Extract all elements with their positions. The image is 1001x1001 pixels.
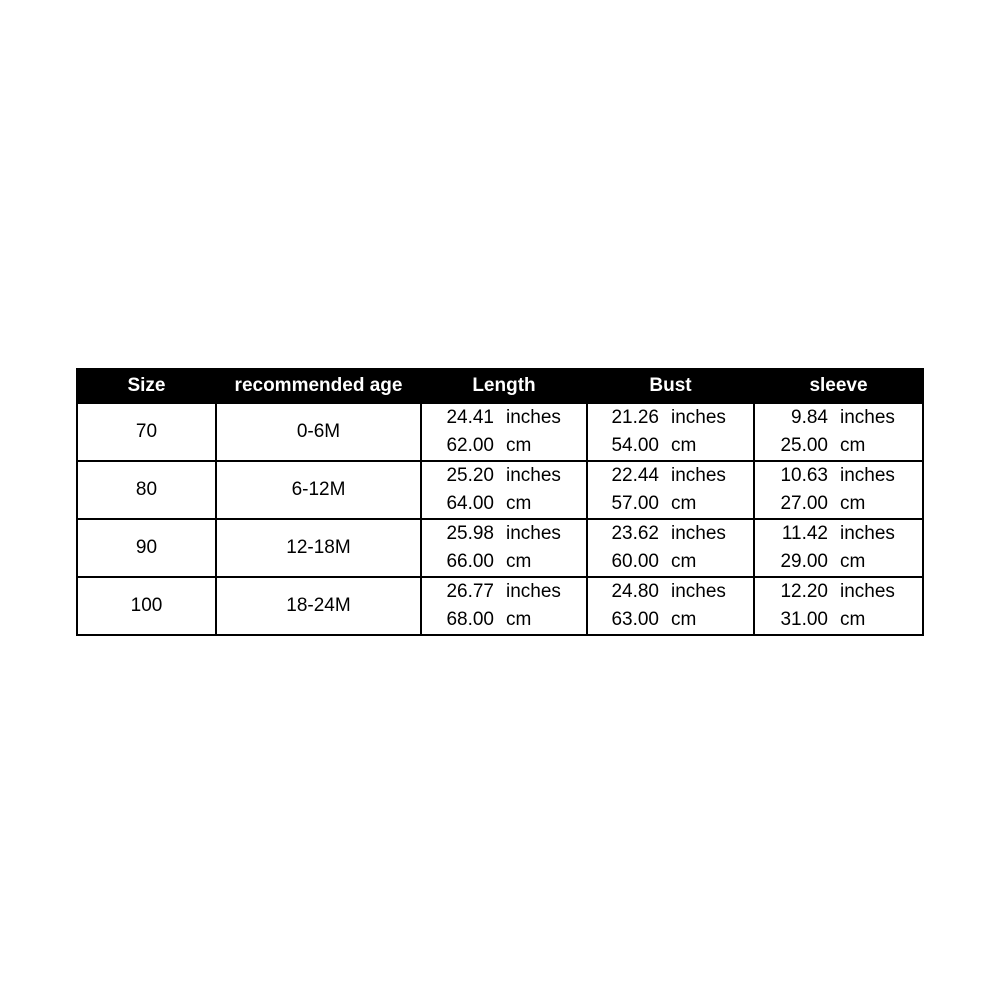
- bust-cm-value: 54.00: [611, 435, 659, 456]
- header-row: [77, 369, 923, 403]
- sleeve-inches-value: 9.84: [791, 407, 828, 428]
- unit-cm: cm: [671, 551, 697, 572]
- bust-cm-value: 60.00: [611, 551, 659, 572]
- unit-cm: cm: [840, 435, 866, 456]
- unit-cm: cm: [840, 493, 866, 514]
- table-row: [77, 403, 923, 461]
- age-cell: 18-24M: [216, 577, 421, 635]
- bust-inches-value: 24.80: [611, 581, 659, 602]
- unit-inches: inches: [671, 523, 726, 544]
- unit-cm: cm: [506, 435, 532, 456]
- sleeve-cell: [754, 461, 923, 519]
- unit-cm: cm: [506, 493, 532, 514]
- sleeve-inches-value: 11.42: [781, 523, 828, 544]
- header-bust: Bust: [587, 369, 754, 403]
- length-cm-value: 66.00: [446, 551, 494, 572]
- unit-inches: inches: [840, 581, 895, 602]
- header-size: Size: [77, 369, 216, 403]
- length-cell: [421, 461, 587, 519]
- unit-cm: cm: [840, 551, 866, 572]
- bust-inches-value: 22.44: [611, 465, 659, 486]
- length-cm-value: 64.00: [446, 493, 494, 514]
- sleeve-cm-value: 27.00: [780, 493, 828, 514]
- unit-inches: inches: [671, 465, 726, 486]
- unit-inches: inches: [840, 523, 895, 544]
- size-cell: 100: [77, 577, 216, 635]
- bust-cell: [587, 519, 754, 577]
- bust-inches-value: 23.62: [611, 523, 659, 544]
- sleeve-cm-value: 25.00: [780, 435, 828, 456]
- bust-cm-value: 63.00: [611, 609, 659, 630]
- sleeve-inches-value: 12.20: [780, 581, 828, 602]
- length-inches-value: 24.41: [446, 407, 494, 428]
- bust-cell: [587, 461, 754, 519]
- age-cell: 0-6M: [216, 403, 421, 461]
- unit-inches: inches: [506, 581, 561, 602]
- size-cell: 90: [77, 519, 216, 577]
- table-row: [77, 461, 923, 519]
- length-cell: [421, 403, 587, 461]
- age-cell: 6-12M: [216, 461, 421, 519]
- unit-inches: inches: [671, 581, 726, 602]
- unit-cm: cm: [506, 609, 532, 630]
- bust-cell: [587, 403, 754, 461]
- age-cell: 12-18M: [216, 519, 421, 577]
- unit-inches: inches: [506, 407, 561, 428]
- length-cell: [421, 519, 587, 577]
- sleeve-inches-value: 10.63: [780, 465, 828, 486]
- length-cm-value: 62.00: [446, 435, 494, 456]
- header-sleeve: sleeve: [754, 369, 923, 403]
- unit-cm: cm: [506, 551, 532, 572]
- length-cell: [421, 577, 587, 635]
- unit-cm: cm: [671, 435, 697, 456]
- sleeve-cell: [754, 577, 923, 635]
- length-inches-value: 26.77: [446, 581, 494, 602]
- unit-cm: cm: [671, 493, 697, 514]
- unit-inches: inches: [840, 465, 895, 486]
- unit-inches: inches: [506, 465, 561, 486]
- unit-inches: inches: [506, 523, 561, 544]
- unit-inches: inches: [840, 407, 895, 428]
- size-cell: 70: [77, 403, 216, 461]
- length-inches-value: 25.20: [446, 465, 494, 486]
- bust-cm-value: 57.00: [611, 493, 659, 514]
- length-inches-value: 25.98: [446, 523, 494, 544]
- bust-inches-value: 21.26: [611, 407, 659, 428]
- sleeve-cm-value: 29.00: [780, 551, 828, 572]
- sleeve-cell: [754, 519, 923, 577]
- header-length: Length: [421, 369, 587, 403]
- table-row: [77, 577, 923, 635]
- table-row: [77, 519, 923, 577]
- sleeve-cell: [754, 403, 923, 461]
- unit-cm: cm: [840, 609, 866, 630]
- sleeve-cm-value: 31.00: [780, 609, 828, 630]
- length-cm-value: 68.00: [446, 609, 494, 630]
- unit-cm: cm: [671, 609, 697, 630]
- unit-inches: inches: [671, 407, 726, 428]
- size-chart-table: [76, 368, 924, 636]
- size-cell: 80: [77, 461, 216, 519]
- header-recommended-age: recommended age: [216, 369, 421, 403]
- bust-cell: [587, 577, 754, 635]
